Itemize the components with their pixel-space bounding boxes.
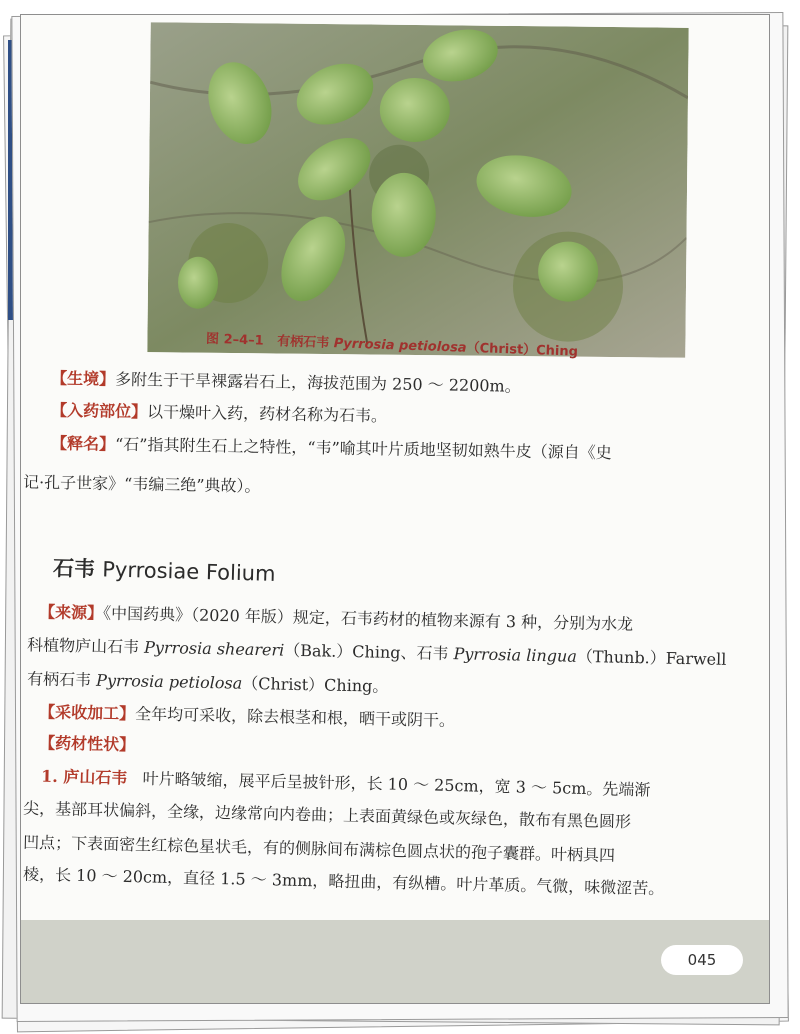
item1-line-1 xyxy=(41,767,770,804)
entry-text: 以干燥叶入药，药材名称为石韦。 xyxy=(146,402,388,426)
entry-tag: 【入药部位】 xyxy=(50,400,148,422)
entry-medicinal-part xyxy=(51,401,770,434)
species-latin: Pyrrosia lingua xyxy=(453,644,578,666)
caption-author: （Christ）Ching xyxy=(466,340,579,360)
species-latin: Pyrrosia sheareri xyxy=(143,637,285,660)
caption-label: 图 2–4–1 xyxy=(205,331,264,349)
processing-line xyxy=(39,702,770,737)
page-number: 045 xyxy=(661,945,743,975)
processing-text: 全年均可采收，除去根茎和根，晒干或阴干。 xyxy=(134,704,456,730)
traits-tag: 【药材性状】 xyxy=(38,733,136,755)
entry-tag: 【释名】 xyxy=(50,433,116,454)
source-line-2 xyxy=(27,635,767,670)
item1-line-3: 凹点；下表面密生红棕色星状毛，有的侧脉间布满棕色圆点状的孢子囊群。叶柄具四 xyxy=(22,832,616,866)
source-tag: 【来源】 xyxy=(38,602,104,623)
source-text: 科植物庐山石韦 xyxy=(26,635,145,657)
source-text: （Bak.）Ching、石韦 xyxy=(284,640,454,664)
species-latin: Pyrrosia petiolosa xyxy=(95,670,243,693)
item1-line-4: 棱，长 10 ～ 20cm，直径 1.5 ～ 3mm，略扭曲，有纵槽。叶片革质。气微，味微涩苦。 xyxy=(22,864,665,899)
source-text: （Christ）Ching。 xyxy=(242,673,389,696)
traits-heading xyxy=(39,733,770,768)
book-page xyxy=(20,14,770,1004)
caption-latin: Pyrrosia petiolosa xyxy=(333,336,467,356)
entry-habitat xyxy=(51,369,770,402)
entry-tag: 【生境】 xyxy=(50,368,116,389)
page-footer-band xyxy=(21,920,769,1003)
item1-line-2: 尖，基部耳状偏斜，全缘，边缘常向内卷曲；上表面黄绿色或灰绿色，散布有黑色圆形 xyxy=(22,798,632,832)
section-title xyxy=(53,552,276,588)
section-title-latin: Pyrrosiae Folium xyxy=(101,557,276,586)
entry-name-origin-continued: 记·孔子世家》“韦编三绝”典故）。 xyxy=(22,472,261,496)
source-text: （Thunb.）Farwell xyxy=(576,646,727,669)
processing-tag: 【采收加工】 xyxy=(38,702,136,724)
section-title-cn: 石韦 xyxy=(52,555,96,582)
source-line-3 xyxy=(27,669,767,704)
entry-text: “石”指其附生石上之特性，“韦”喻其叶片质地坚韧如熟牛皮（源自《史 xyxy=(114,434,612,463)
fern-photo xyxy=(147,22,688,358)
source-text: 有柄石韦 xyxy=(26,669,97,690)
entry-text: 多附生于干旱裸露岩石上，海拔范围为 250 ～ 2200m。 xyxy=(114,369,521,396)
source-text: 《中国药典》（2020 年版）规定，石韦药材的植物来源有 3 种，分别为水龙 xyxy=(102,603,634,634)
caption-cn: 有柄石韦 xyxy=(277,334,330,351)
source-line-1 xyxy=(39,602,770,637)
item1-text: 叶片略皱缩，展平后呈披针形，长 10 ～ 25cm，宽 3 ～ 5cm。先端渐 xyxy=(142,768,651,800)
item1-label: 1. 庐山石韦 xyxy=(40,766,128,788)
entry-name-origin xyxy=(51,434,770,467)
